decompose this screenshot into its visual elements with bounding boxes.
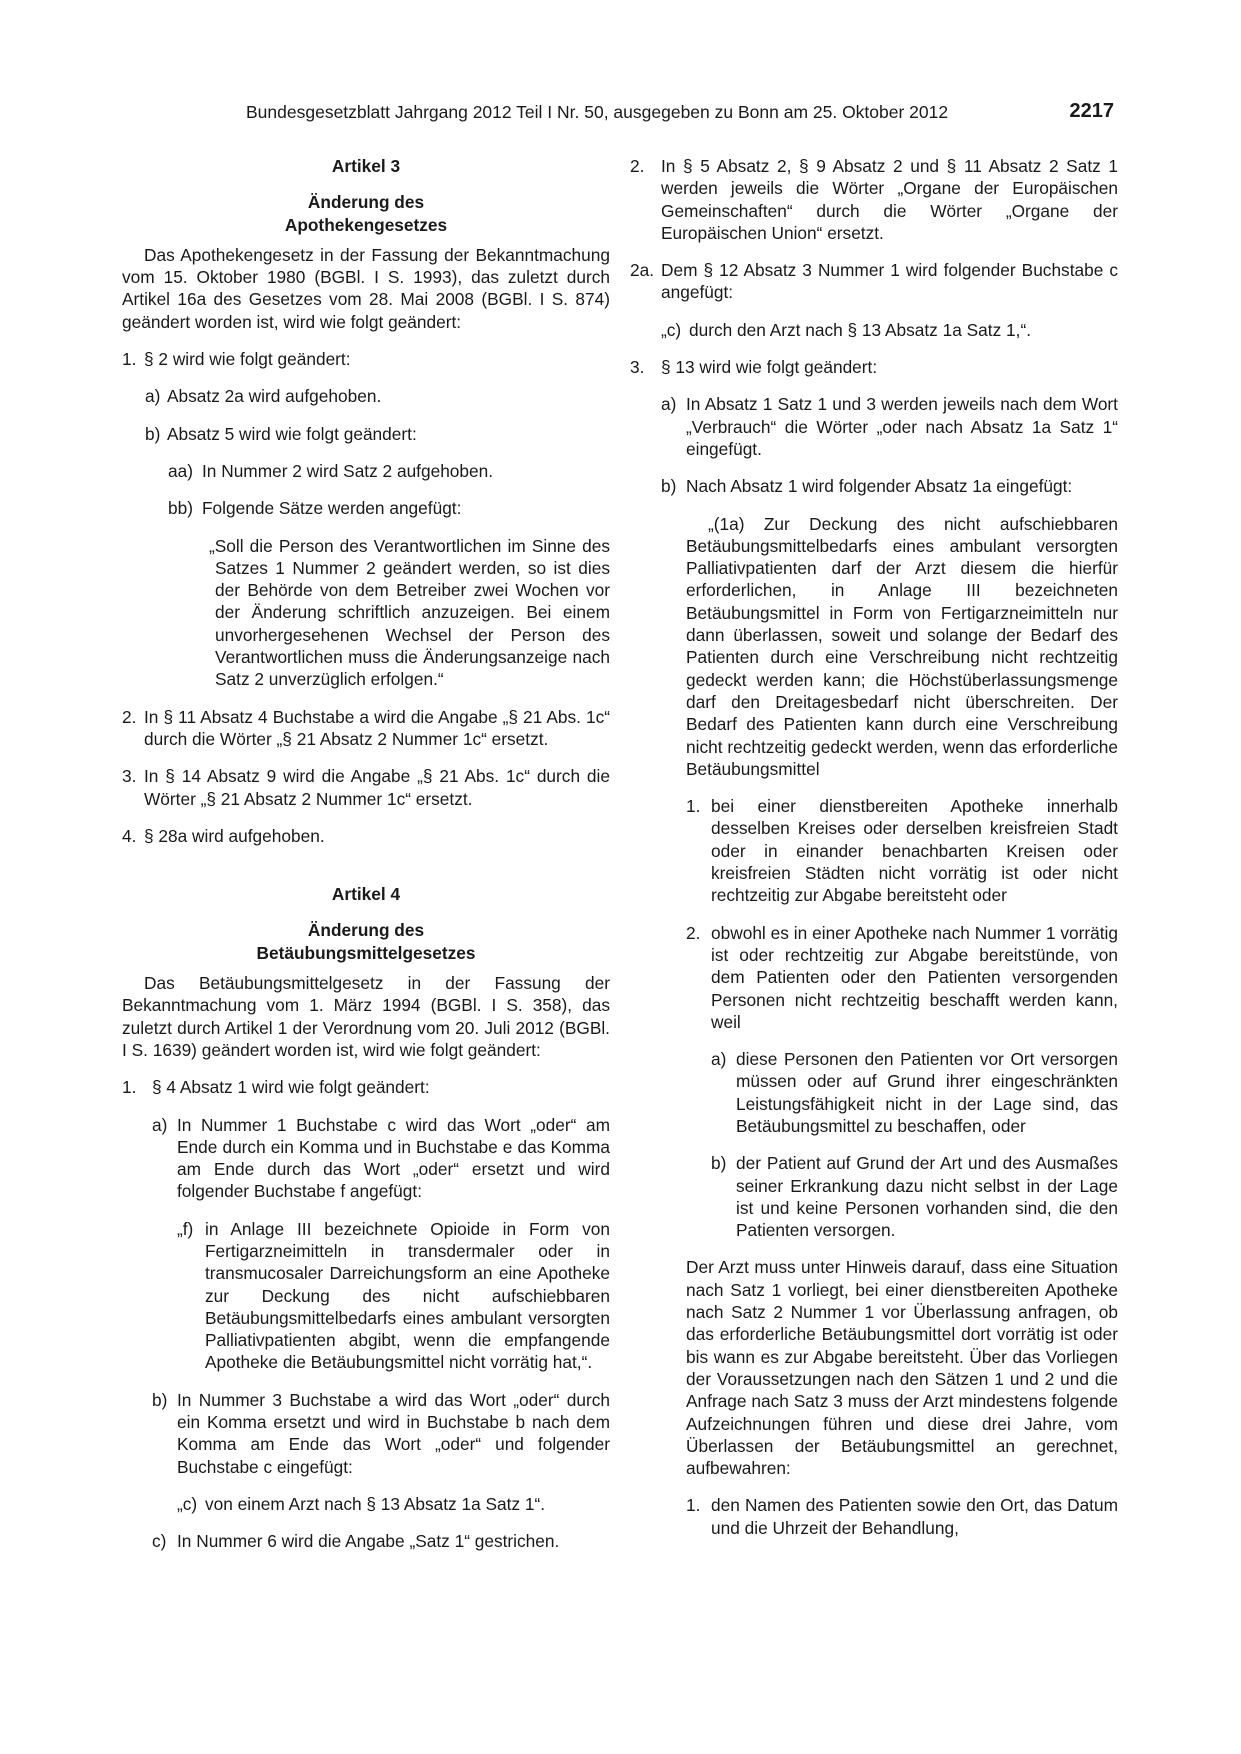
para-1a-item-2b: b) der Patient auf Grund der Art und des Ausmaßes seiner Erkrankung dazu nicht selbst in der Lage ist und keine Personen vorhanden sind, die den Patienten versorgen. — [711, 1153, 1118, 1241]
para-1a-item-2: 2. obwohl es in einer Apotheke nach Nummer 1 vorrätig ist oder rechtzeitig zur Abgabe bereitstünde, von dem Patienten oder den Patienten versorgenden Personen nicht rechtzeitig beschafft werden kann, weil — [686, 922, 1118, 1032]
right-column — [630, 155, 1118, 1539]
para-1a-item-2a: a) diese Personen den Patienten vor Ort versorgen müssen oder auf Grund ihrer eingeschränkten Leistungsfähigkeit nicht in der Lage sind, das Betäubungsmittel zu beschaffen, oder — [711, 1049, 1118, 1136]
art4-item-1a-f: „f) in Anlage III bezeichnete Opioide in Form von Fertigarzneimitteln in transdermaler oder in transmucosaler Darreichungsform an eine Apotheke zur Deckung des nicht aufschiebbaren Betäubungsmittelbedarfs eines ambulant versorgten Palliativpatienten abgibt, wenn die empfangende Apotheke die Betäubungsmittel nicht vorrätig hat,“. — [177, 1218, 610, 1373]
running-title: Bundesgesetzblatt Jahrgang 2012 Teil I Nr. 50, ausgegeben zu Bonn am 25. Oktober 2012 — [246, 102, 949, 122]
inserted-paragraph-1a: „(1a) Zur Deckung des nicht aufschiebbaren Betäubungsmittelbedarfs eines ambulant versorgten Palliativpatienten darf der Arzt diesem die hierfür erforderlichen, in Anlage III bezeichneten Betäubungsmittel in Form von Fertigarzneimitteln nur dann überlassen, soweit und solange der Bedarf des Patienten durch eine Verschreibung nicht rechtzeitig gedeckt werden kann; die Höchstüberlassungsmenge darf den Dreitagesbedarf nicht überschreiten. Der Bedarf des Patienten kann durch eine Verschreibung nicht rechtzeitig gedeckt werden, wenn das erforderliche Betäubungsmittel — [686, 513, 1118, 779]
art4-item-2: 2. In § 5 Absatz 2, § 9 Absatz 2 und § 11 Absatz 2 Satz 1 werden jeweils die Wörter „Organe der Europäischen Gemeinschaften“ durch die Wörter „Organe der Europäischen Union“ ersetzt. — [630, 156, 1118, 243]
art3-item-1b-bb: bb) Folgende Sätze werden angefügt: — [168, 498, 462, 519]
art3-item-4: 4. § 28a wird aufgehoben. — [122, 825, 325, 846]
page-number: 2217 — [1069, 100, 1114, 122]
para-1a-continuation: Der Arzt muss unter Hinweis darauf, dass eine Situation nach Satz 1 vorliegt, bei einer dienstbereiten Apotheke nach Satz 2 Nummer 1 vor Überlassung anfragen, ob das erforderliche Betäubungsmittel dort vorrätig ist oder bis wann es zur Abgabe bereitsteht. Über das Vorliegen der Voraussetzungen nach den Sätzen 1 und 2 und die Anfrage nach Satz 3 muss der Arzt mindestens folgende Aufzeichnungen führen und diese drei Jahre, vom Überlassen der Betäubungsmittel an gerechnet, aufbewahren: — [686, 1257, 1118, 1479]
article-3-title-line2: Apothekengesetzes — [284, 214, 448, 235]
art4-item-2a: 2a. Dem § 12 Absatz 3 Nummer 1 wird folgender Buchstabe c angefügt: — [630, 260, 1118, 303]
para-1a-item-1: 1. bei einer dienstbereiten Apotheke innerhalb desselben Kreises oder derselben kreisfreien Stadt oder in einander benachbarten Kreisen oder kreisfreien Städten nicht vorrätig ist oder nicht rechtzeitig zur Abgabe bereitsteht oder — [686, 796, 1118, 906]
article-4-title-line2: Betäubungsmittelgesetzes — [256, 942, 476, 963]
art3-item-1a: a) Absatz 2a wird aufgehoben. — [145, 386, 382, 407]
art4-item-3a: a) In Absatz 1 Satz 1 und 3 werden jeweils nach dem Wort „Verbrauch“ die Wörter „oder nach Absatz 1a Satz 1“ eingefügt. — [661, 394, 1118, 459]
art3-item-3: 3. In § 14 Absatz 9 wird die Angabe „§ 21 Abs. 1c“ durch die Wörter „§ 21 Absatz 2 Nummer 1c“ ersetzt. — [122, 766, 610, 809]
art4-item-3b: b) Nach Absatz 1 wird folgender Absatz 1a eingefügt: — [661, 476, 1073, 497]
article-3-intro: Das Apothekengesetz in der Fassung der Bekanntmachung vom 15. Oktober 1980 (BGBl. I S. 1993), das zuletzt durch Artikel 16a des Gesetzes vom 28. Mai 2008 (BGBl. I S. 874) geändert worden ist, wird wie folgt geändert: — [122, 244, 610, 332]
left-column — [122, 155, 610, 1553]
art3-inserted-sentences: „Soll die Person des Verantwortlichen im Sinne des Satzes 1 Nummer 2 geändert werden, so ist dies der Behörde von dem Betreiber zwei Wochen vor der Änderung schriftlich anzuzeigen. Bei einem unvorhergesehenen Wechsel der Person des Verantwortlichen muss die Änderungsanzeige nach Satz 2 unverzüglich erfolgen.“ — [209, 535, 610, 690]
art3-item-1b-aa: aa) In Nummer 2 wird Satz 2 aufgehoben. — [168, 460, 494, 481]
art4-item-1a: a) In Nummer 1 Buchstabe c wird das Wort „oder“ am Ende durch ein Komma und in Buchstabe e das Komma am Ende durch das Wort „oder“ ersetzt und wird folgender Buchstabe f angefügt: — [152, 1114, 610, 1202]
para-1a-records-item-1: 1. den Namen des Patienten sowie den Ort, das Datum und die Uhrzeit der Behandlung, — [686, 1495, 1118, 1538]
article-4-title-line1: Änderung des — [307, 920, 425, 941]
art4-item-3: 3. § 13 wird wie folgt geändert: — [630, 357, 878, 378]
article-4-intro: Das Betäubungsmittelgesetz in der Fassung der Bekanntmachung vom 1. März 1994 (BGBl. I S. 358), das zuletzt durch Artikel 1 der Verordnung vom 20. Juli 2012 (BGBl. I S. 1639) geändert worden ist, wird wie folgt geändert: — [122, 973, 610, 1060]
art4-item-2a-c: „c) durch den Arzt nach § 13 Absatz 1a Satz 1,“. — [661, 319, 1031, 340]
article-3-title-line1: Änderung des — [307, 192, 425, 213]
page-header — [246, 102, 1114, 132]
art4-item-1: 1. § 4 Absatz 1 wird wie folgt geändert: — [122, 1077, 430, 1098]
art3-item-2: 2. In § 11 Absatz 4 Buchstabe a wird die Angabe „§ 21 Abs. 1c“ durch die Wörter „§ 21 Absatz 2 Nummer 1c“ ersetzt. — [122, 706, 610, 749]
art4-item-1c: c) In Nummer 6 wird die Angabe „Satz 1“ gestrichen. — [152, 1531, 560, 1552]
art3-item-1b: b) Absatz 5 wird wie folgt geändert: — [145, 423, 417, 444]
article-4-heading: Artikel 4 — [331, 884, 401, 905]
art4-item-1b: b) In Nummer 3 Buchstabe a wird das Wort „oder“ durch ein Komma ersetzt und wird in Buchstabe b nach dem Komma am Ende das Wort „oder“ und folgender Buchstabe c eingefügt: — [152, 1389, 610, 1477]
art4-item-1b-c: „c) von einem Arzt nach § 13 Absatz 1a Satz 1“. — [177, 1493, 546, 1514]
article-3-heading: Artikel 3 — [331, 156, 401, 176]
art3-item-1: 1. § 2 wird wie folgt geändert: — [122, 349, 351, 370]
